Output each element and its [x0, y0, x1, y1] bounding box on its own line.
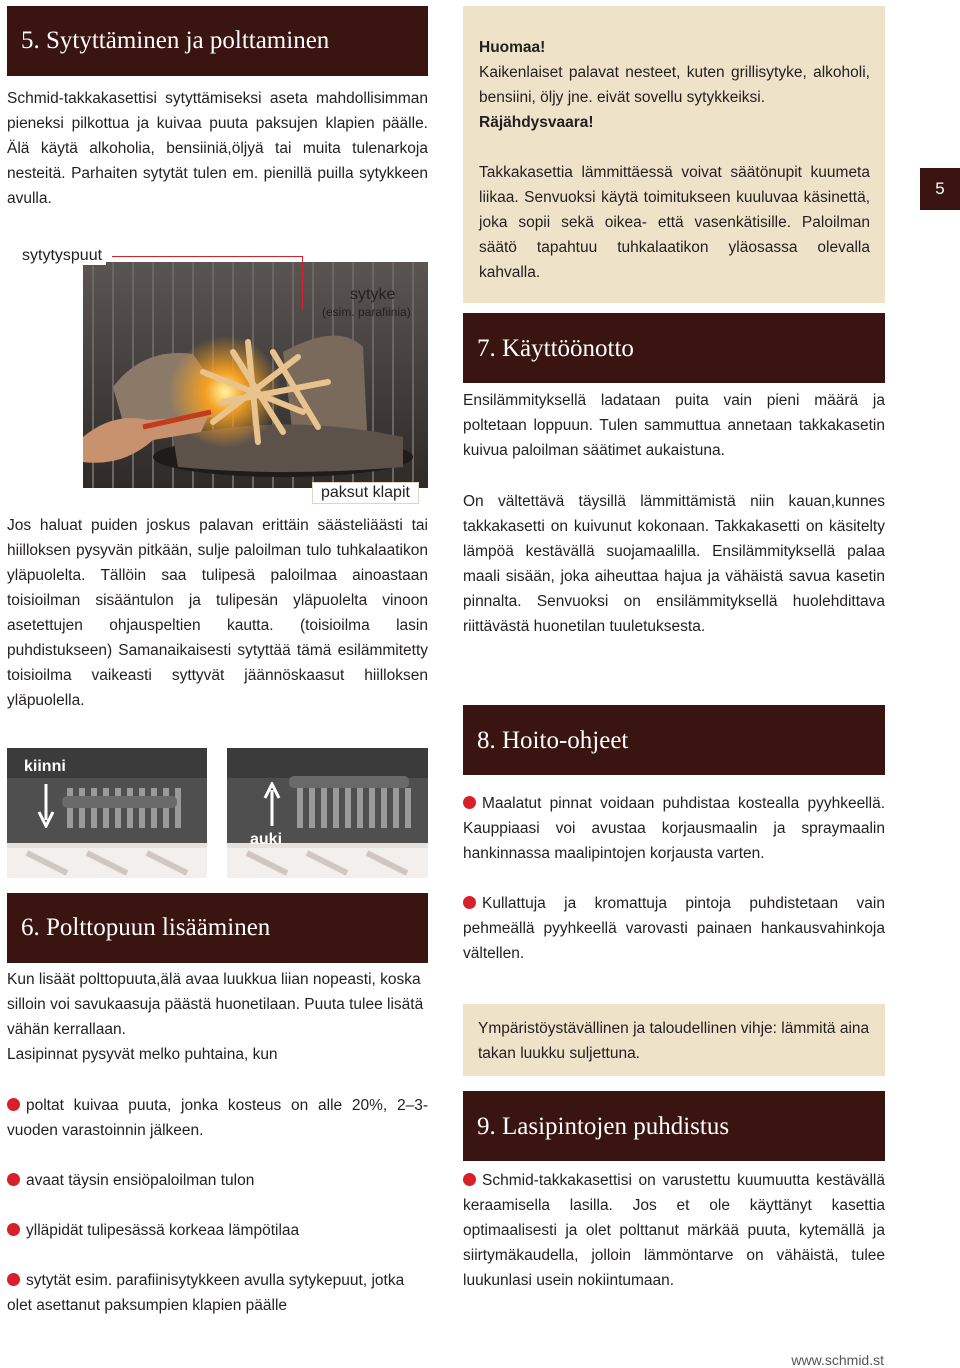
- bullet-text: sytytät esim. parafiinisytykkeen avulla sytykepuut, jotka olet asettanut paksumpien klapien päälle: [7, 1272, 405, 1314]
- notice-text: Kaikenlaiset palavat nesteet, kuten grillisytyke, alkoholi, bensiini, öljy jne. eivät sovellu sytykkeiksi.: [479, 64, 870, 106]
- bullet-dot-icon: [7, 1173, 20, 1186]
- section-6-bullet-2: [7, 1168, 428, 1193]
- notice-warning: Räjähdysvaara!: [479, 114, 594, 131]
- section-8-header: [463, 705, 885, 775]
- guide-line-1: [112, 256, 302, 257]
- label-sytyke-sub: (esim. parafiinia): [322, 305, 411, 319]
- label-auki: auki: [250, 831, 283, 848]
- section-6-bullet-4: [7, 1268, 428, 1318]
- arrow-down-icon: [36, 784, 56, 828]
- bullet-text: ylläpidät tulipesässä korkeaa lämpötilaa: [26, 1222, 300, 1239]
- section-6-bullet-1: [7, 1093, 428, 1143]
- section-9-text: Schmid-takkakasettisi on varustettu kuumuutta kestävällä keraamisella lasilla. Jos et ole käyttänyt kasettia optimaalisesti ja olet polttanut märkää puuta, kytemällä ja siirtymäkaudella, jolloin lämmöntarve on vähäistä, tulee luukunlasi usein nokiintumaan.: [463, 1172, 885, 1289]
- damper-open-illustration: [227, 748, 428, 878]
- section-8-bullet-1: [463, 791, 885, 866]
- section-5-header: [7, 6, 428, 76]
- label-sytytyspuut: sytytyspuut: [18, 247, 106, 265]
- tip-box: [463, 1004, 885, 1076]
- section-5-para2: Jos haluat puiden joskus palavan erittäin säästeliäästi tai hiilloksen pysyvän pitkään, sulje paloilman tulo tuhkalaatikon yläpuolelta. Tällöin saa tulipesä paloilmaa ainoastaan toisioilman sisääntulon ja tulipesän yläpuolelta vinoon asetettujen ohjauspeltien kautta. (toisioilma lasin puhdistukseen) Samanaikaisesti sytyttää tämä esilämmitetty toisioilma vaikeasti syttyvät jäännöskaasut hiilloksen yläpuolella.: [7, 517, 428, 709]
- bullet-dot-icon: [463, 1173, 476, 1186]
- bullet-dot-icon: [7, 1223, 20, 1236]
- section-6-para: Kun lisäät polttopuuta,älä avaa luukkua liian nopeasti, koska silloin voi savukaasuja päästä huonetilaan. Puuta tulee lisätä vähän kerrallaan.: [7, 971, 424, 1038]
- section-6-para2: Lasipinnat pysyvät melko puhtaina, kun: [7, 1046, 278, 1063]
- bullet-text: avaat täysin ensiöpaloilman tulon: [26, 1172, 255, 1189]
- notice-heading: Huomaa!: [479, 39, 546, 56]
- section-8-title: 8. Hoito-ohjeet: [477, 727, 629, 754]
- bullet-dot-icon: [7, 1098, 20, 1111]
- section-7-para1: Ensilämmityksellä ladataan puita vain pieni määrä ja poltetaan loppuun. Tulen sammuttua annetaan takkakasetin kuivua paloilman säätimet aukaistuna.: [463, 392, 885, 459]
- section-9-title: 9. Lasipintojen puhdistus: [477, 1113, 730, 1140]
- section-7-para2: On vältettävä täysillä lämmittämistä niin kauan,kunnes takkakasetti on kuivunut kokonaan. Takkakasetti on käsitelty lämpöä kestävällä suojamaalilla. Ensilämmityksellä palaa maali sisään, joka aiheuttaa hajua ja vähäistä savua kasetin pinnalta. Senvuoksi on ensilämmityksellä huolehdittava riittävästä huonetilan tuuletuksesta.: [463, 493, 885, 635]
- tip-text: Ympäristöystävällinen ja taloudellinen vihje: lämmitä aina takan luukku suljettuna.: [478, 1020, 870, 1062]
- section-6-bullet-3: [7, 1218, 428, 1243]
- page-number-tab: 5: [920, 168, 960, 210]
- notice-box: [463, 6, 885, 303]
- section-6-title: 6. Polttopuun lisääminen: [21, 914, 271, 941]
- notice-text-2: Takkakasettia lämmittäessä voivat säätönupit kuumeta liikaa. Senvuoksi käytä toimitukseen kuuluvaa käsinettä, joka sopii sekä oikea- että vasenkätisille. Paloilman säätö tapahtuu tuhkalaatikon yläosassa olevalla kahvalla.: [479, 164, 870, 281]
- bullet-dot-icon: [463, 896, 476, 909]
- bullet-dot-icon: [463, 796, 476, 809]
- bullet-dot-icon: [7, 1273, 20, 1286]
- section-7-header: [463, 313, 885, 383]
- footer-url: www.schmid.st: [791, 1352, 884, 1368]
- arrow-up-icon: [262, 782, 282, 826]
- label-paksut-klapit: paksut klapit: [312, 482, 419, 504]
- label-kiinni: kiinni: [24, 758, 66, 775]
- section-9-header: [463, 1091, 885, 1161]
- section-8-bullet-2: [463, 891, 885, 966]
- section-5-title: 5. Sytyttäminen ja polttaminen: [21, 27, 330, 54]
- damper-open-photo: [227, 748, 428, 878]
- section-6-header: [7, 893, 428, 963]
- section-9-para: [463, 1168, 885, 1293]
- bullet-text: Kullattuja ja kromattuja pintoja puhdistetaan vain pehmeällä pyyhkeellä varovasti painaen hankausvahinkoja vältellen.: [463, 895, 885, 962]
- label-sytyke: sytyke: [350, 286, 396, 303]
- section-7-title: 7. Käyttöönotto: [477, 335, 634, 362]
- section-5-intro: Schmid-takkakasettisi sytyttämiseksi aseta mahdollisimman pieneksi pilkottua ja kuivaa puuta paksujen klapien päälle. Älä käytä alkoholia, bensiiniä,öljyä tai muita tulenarkoja nesteitä. Parhaiten sytytät tulen em. pienillä puilla sytykkeen avulla.: [7, 90, 428, 207]
- guide-line-2: [302, 256, 303, 310]
- bullet-text: Maalatut pinnat voidaan puhdistaa kostealla pyyhkeellä. Kauppiaasi voi avustaa korjausmaalin ja spraymaalin hankinnassa maalipintojen korjausta varten.: [463, 795, 885, 862]
- bullet-text: poltat kuivaa puuta, jonka kosteus on alle 20%, 2–3-vuoden varastoinnin jälkeen.: [7, 1097, 428, 1139]
